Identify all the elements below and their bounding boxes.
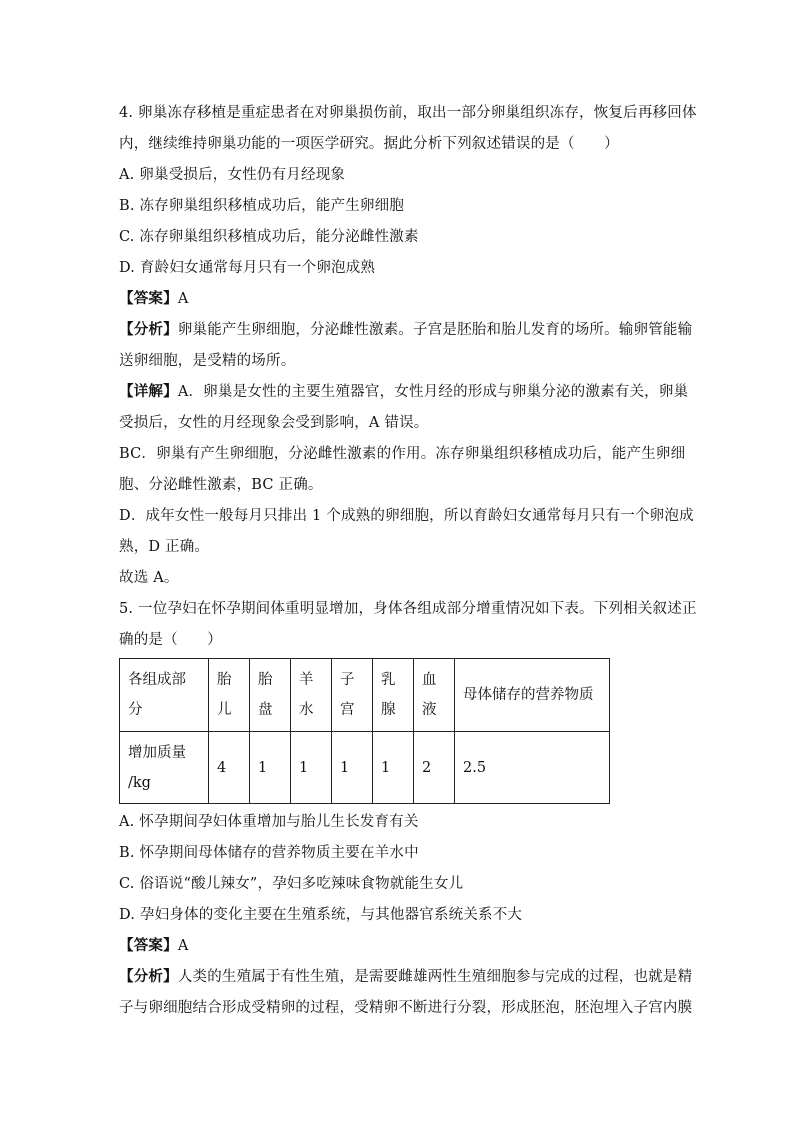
analysis-text: 卵巢能产生卵细胞，分泌雌性激素。子宫是胚胎和胎儿发育的场所。输卵管能输 (177, 322, 693, 338)
q4-detail-line-4: 胞、分泌雌性激素，BC 正确。 (119, 477, 323, 493)
q4-option-c: C. 冻存卵巢组织移植成功后，能分泌雌性激素 (119, 229, 419, 245)
value-cell: 1 (291, 732, 332, 804)
analysis-tag: 【分析】 (119, 321, 178, 338)
q5-answer (119, 936, 188, 956)
answer-value: A (177, 938, 189, 954)
table-row (120, 732, 610, 804)
header-cell-uterus: 子 宫 (332, 659, 373, 732)
q4-analysis-line-2: 送卵细胞，是受精的场所。 (119, 353, 296, 369)
q5-option-c: C. 俗语说“酸儿辣女”，孕妇多吃辣味食物就能生女儿 (119, 876, 464, 892)
q4-detail-line-2: 受损后，女性的月经现象会受到影响，A 错误。 (119, 415, 429, 431)
value-cell: 4 (209, 732, 250, 804)
table-header-row (120, 659, 610, 732)
weight-gain-table (119, 658, 610, 804)
q5-analysis-line-2: 子与卵细胞结合形成受精卵的过程，受精卵不断进行分裂，形成胚泡，胚泡埋入子宫内膜 (119, 1000, 693, 1016)
detail-tag: 【详解】 (119, 383, 178, 400)
value-cell: 1 (332, 732, 373, 804)
answer-tag: 【答案】 (119, 937, 178, 954)
q4-stem-line-2: 内，继续维持卵巢功能的一项医学研究。据此分析下列叙述错误的是（ ） (119, 136, 619, 152)
header-cell-fetus: 胎 儿 (209, 659, 250, 732)
detail-text: A．卵巢是女性的主要生殖器官，女性月经的形成与卵巢分泌的激素有关，卵巢 (177, 384, 689, 400)
row-label-cell: 增加质量 /kg (120, 732, 209, 804)
q4-analysis-line-1 (119, 320, 692, 340)
q4-stem-line-1: 4. 卵巢冻存移植是重症患者在对卵巢损伤前，取出一部分卵巢组织冻存，恢复后再移回体 (119, 105, 697, 121)
q4-answer (119, 289, 188, 309)
q5-stem-line-2: 确的是（ ） (119, 632, 222, 648)
q5-option-a: A. 怀孕期间孕妇体重增加与胎儿生长发育有关 (119, 814, 419, 830)
header-cell-maternal-nutrients: 母体储存的营养物质 (455, 659, 610, 732)
q5-stem-line-1: 5. 一位孕妇在怀孕期间体重明显增加，身体各组成部分增重情况如下表。下列相关叙述正 (119, 601, 697, 617)
value-cell: 1 (250, 732, 291, 804)
analysis-text: 人类的生殖属于有性生殖，是需要雌雄两性生殖细胞参与完成的过程，也就是精 (177, 969, 693, 985)
q4-option-d: D. 育龄妇女通常每月只有一个卵泡成熟 (119, 260, 376, 276)
q4-detail-line-6: 熟，D 正确。 (119, 539, 210, 555)
q4-detail-line-3: BC．卵巢有产生卵细胞，分泌雌性激素的作用。冻存卵巢组织移植成功后，能产生卵细 (119, 446, 686, 462)
q4-option-b: B. 冻存卵巢组织移植成功后，能产生卵细胞 (119, 198, 405, 214)
q4-option-a: A. 卵巢受损后，女性仍有月经现象 (119, 167, 346, 183)
analysis-tag: 【分析】 (119, 968, 178, 985)
header-cell-blood: 血 液 (414, 659, 455, 732)
header-cell-mammary-gland: 乳 腺 (373, 659, 414, 732)
q4-detail-line-1 (119, 382, 688, 402)
answer-tag: 【答案】 (119, 290, 178, 307)
header-cell-amniotic-fluid: 羊 水 (291, 659, 332, 732)
value-cell: 2.5 (455, 732, 610, 804)
value-cell: 2 (414, 732, 455, 804)
q5-option-d: D. 孕妇身体的变化主要在生殖系统，与其他器官系统关系不大 (119, 907, 523, 923)
q4-conclusion: 故选 A。 (119, 570, 179, 586)
value-cell: 1 (373, 732, 414, 804)
header-cell-component: 各组成部 分 (120, 659, 209, 732)
q5-option-b: B. 怀孕期间母体储存的营养物质主要在羊水中 (119, 845, 419, 861)
header-cell-placenta: 胎 盘 (250, 659, 291, 732)
q4-detail-line-5: D．成年女性一般每月只排出 1 个成熟的卵细胞，所以育龄妇女通常每月只有一个卵泡成 (119, 508, 694, 524)
q5-analysis-line-1 (119, 967, 692, 987)
answer-value: A (177, 291, 189, 307)
